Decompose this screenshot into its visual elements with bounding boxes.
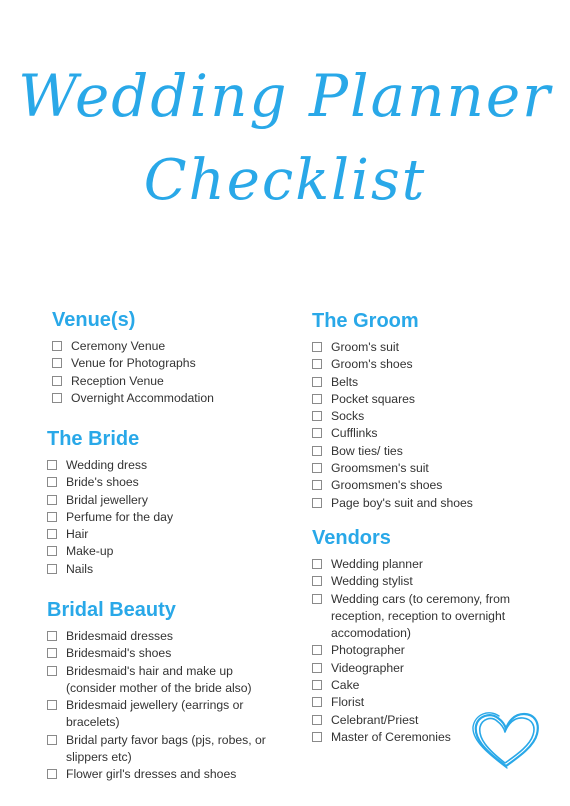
item-label: Wedding dress — [66, 458, 148, 472]
item-label: Wedding stylist — [331, 574, 413, 589]
checklist-item[interactable] — [47, 697, 266, 732]
checkbox[interactable] — [47, 546, 57, 556]
checklist-item[interactable] — [52, 355, 214, 372]
section-heading: The Groom — [312, 310, 419, 332]
item-label: Perfume for the day — [66, 509, 174, 524]
checkbox[interactable] — [47, 460, 57, 470]
item-label: Make-up — [66, 544, 114, 559]
checklist-item[interactable] — [47, 561, 173, 578]
checklist-item[interactable] — [312, 408, 473, 425]
checklist-item[interactable] — [47, 543, 173, 560]
checkbox[interactable] — [47, 495, 57, 505]
checklist-item[interactable] — [52, 390, 214, 407]
checklist-item[interactable] — [47, 526, 173, 543]
checkbox[interactable] — [312, 428, 322, 438]
item-label: Venue for Photographs — [71, 356, 196, 371]
checklist-item[interactable] — [47, 474, 173, 491]
page-subtitle: Checklist — [143, 148, 427, 213]
checklist-item[interactable] — [312, 391, 473, 408]
checkbox[interactable] — [47, 666, 57, 676]
checkbox[interactable] — [312, 342, 322, 352]
item-label: Wedding cars (to ceremony, from reception, reception to overnight accomodation) — [331, 591, 511, 641]
checkbox[interactable] — [52, 376, 62, 386]
checklist-item[interactable] — [47, 766, 266, 783]
item-label: Reception Venue — [71, 373, 164, 388]
heart-icon — [470, 708, 542, 772]
section-heading: Bridal Beauty — [47, 599, 176, 621]
item-label: Bridal party favor bags (pjs, robes, or slippers etc) — [66, 732, 266, 765]
section-heading: The Bride — [47, 428, 140, 450]
checklist-item[interactable] — [47, 645, 266, 662]
checkbox[interactable] — [312, 645, 322, 655]
item-label: Pocket squares — [331, 391, 416, 406]
checkbox[interactable] — [47, 769, 57, 779]
checkbox[interactable] — [47, 512, 57, 522]
item-label: Cake — [331, 678, 360, 693]
checkbox[interactable] — [52, 358, 62, 368]
item-label: Ceremony Venue — [71, 339, 166, 353]
checkbox[interactable] — [312, 576, 322, 586]
checklist-item[interactable] — [312, 642, 510, 659]
item-label: Bridesmaid's shoes — [66, 646, 172, 661]
item-label: Master of Ceremonies — [331, 729, 451, 744]
item-label: Groomsmen's shoes — [331, 478, 443, 493]
checklist-item[interactable] — [312, 591, 510, 643]
item-label: Bridesmaid's hair and make up (consider mother of the bride also) — [66, 663, 252, 695]
checklist-item[interactable] — [52, 338, 214, 355]
checkbox[interactable] — [47, 477, 57, 487]
checkbox[interactable] — [312, 394, 322, 404]
checklist-item[interactable] — [47, 457, 173, 474]
item-label: Bridesmaid jewellery (earrings or bracelets) — [66, 698, 244, 730]
checklist-item[interactable] — [312, 660, 510, 677]
checkbox[interactable] — [47, 564, 57, 574]
checkbox[interactable] — [312, 446, 322, 456]
checklist-item[interactable] — [312, 374, 473, 391]
checkbox[interactable] — [312, 480, 322, 490]
checklist-item[interactable] — [312, 339, 473, 356]
checkbox[interactable] — [312, 498, 322, 508]
checkbox[interactable] — [312, 680, 322, 690]
checklist-item[interactable] — [47, 509, 173, 526]
item-label: Hair — [66, 527, 89, 542]
checkbox[interactable] — [312, 732, 322, 742]
item-label: Page boy's suit and shoes — [331, 495, 473, 510]
checkbox[interactable] — [47, 700, 57, 710]
item-label: Nails — [66, 561, 94, 576]
checkbox[interactable] — [47, 648, 57, 658]
checklist-item[interactable] — [312, 495, 473, 512]
checklist-item[interactable] — [47, 732, 266, 767]
checkbox[interactable] — [312, 359, 322, 369]
item-label: Florist — [331, 695, 365, 710]
checklist-item[interactable] — [312, 443, 473, 460]
checklist-item[interactable] — [312, 573, 510, 590]
checklist-item[interactable] — [312, 477, 473, 494]
checkbox[interactable] — [47, 735, 57, 745]
item-label: Videographer — [331, 660, 404, 675]
item-label: Flower girl's dresses and shoes — [66, 767, 237, 782]
section-bridal-beauty — [47, 599, 266, 784]
checkbox[interactable] — [312, 594, 322, 604]
checkbox[interactable] — [312, 697, 322, 707]
checklist-item[interactable] — [312, 677, 510, 694]
checkbox[interactable] — [52, 341, 62, 351]
item-label: Cufflinks — [331, 426, 378, 441]
checklist-item[interactable] — [47, 492, 173, 509]
checklist-item[interactable] — [47, 628, 266, 645]
section-groom — [312, 310, 473, 512]
item-label: Celebrant/Priest — [331, 712, 419, 727]
item-label: Bride's shoes — [66, 475, 139, 490]
checkbox[interactable] — [312, 411, 322, 421]
item-label: Bridesmaid dresses — [66, 629, 174, 643]
item-label: Bridal jewellery — [66, 492, 148, 507]
checkbox[interactable] — [312, 663, 322, 673]
item-label: Belts — [331, 374, 359, 389]
checklist-item[interactable] — [312, 460, 473, 477]
checkbox[interactable] — [47, 631, 57, 641]
item-label: Overnight Accommodation — [71, 390, 214, 405]
checkbox[interactable] — [312, 559, 322, 569]
checkbox[interactable] — [47, 529, 57, 539]
item-label: Wedding planner — [331, 557, 423, 571]
checkbox[interactable] — [52, 393, 62, 403]
section-venues — [52, 309, 214, 407]
checklist-item[interactable] — [312, 556, 510, 573]
item-label: Bow ties/ ties — [331, 443, 403, 458]
checkbox[interactable] — [312, 463, 322, 473]
checklist-item[interactable] — [52, 373, 214, 390]
item-label: Groom's suit — [331, 340, 400, 354]
section-heading: Vendors — [312, 527, 391, 549]
page-title: Wedding Planner — [18, 62, 552, 130]
checkbox[interactable] — [312, 715, 322, 725]
section-heading: Venue(s) — [52, 309, 136, 331]
item-label: Groom's shoes — [331, 357, 413, 372]
checklist-item[interactable] — [312, 425, 473, 442]
section-bride — [47, 428, 173, 578]
item-label: Photographer — [331, 643, 405, 658]
item-label: Socks — [331, 409, 365, 424]
item-label: Groomsmen's suit — [331, 461, 429, 476]
checklist-item[interactable] — [312, 356, 473, 373]
checklist-item[interactable] — [47, 663, 266, 698]
checkbox[interactable] — [312, 377, 322, 387]
